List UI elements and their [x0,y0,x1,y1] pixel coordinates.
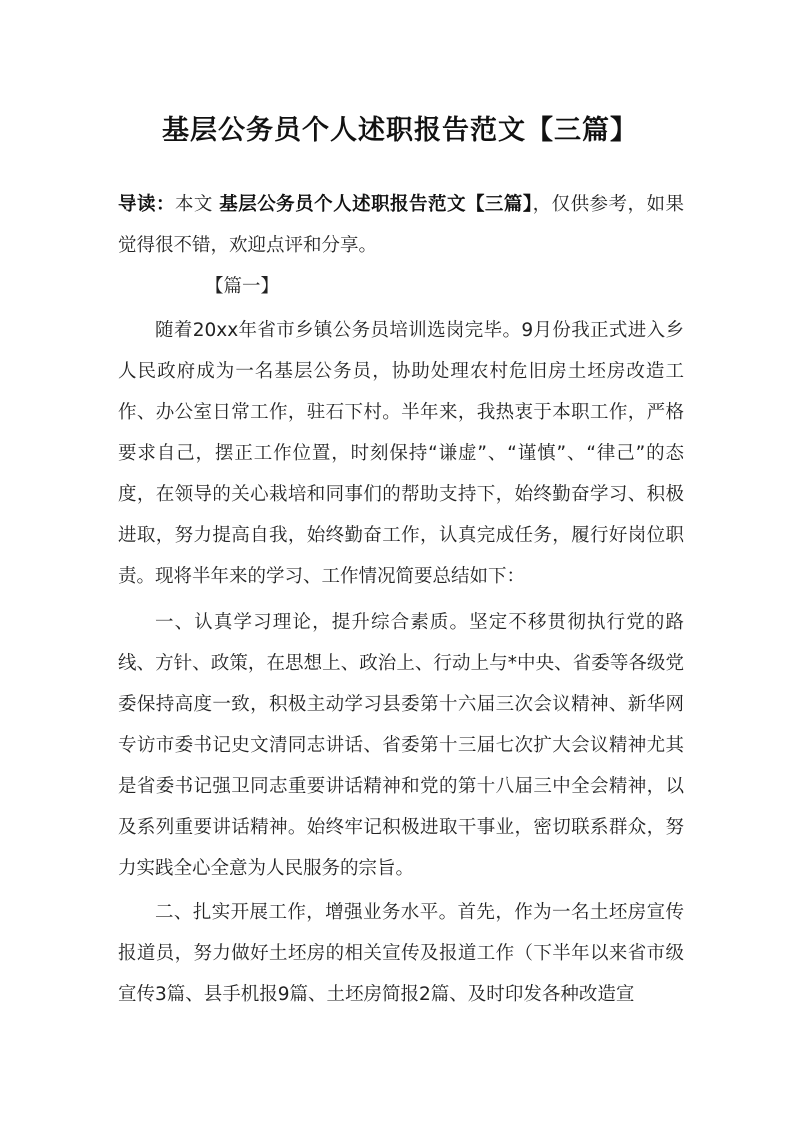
document-title: 基层公务员个人述职报告范文【三篇】 [162,115,638,146]
lead-suffix: ，仅供参考，如果觉得很不错，欢迎点评和分享。 [118,194,684,256]
lead-bold-title: 基层公务员个人述职报告范文【三篇】 [219,194,533,215]
lead-label: 导读： [118,194,175,215]
lead-paragraph [118,184,684,266]
lead-prefix: 本文 [174,194,220,215]
body-paragraph-1: 随着20xx年省市乡镇公务员培训选岗完毕。9月份我正式进入乡人民政府成为一名基层公务员，协助处理农村危旧房土坯房改造工作、办公室日常工作，驻石下村。半年来，我热衷于本职工作，严格要求自己，摆正工作位置，时刻保持“谦虚”、“谨慎”、“律己”的态度，在领导的关心栽培和同事们的帮助支持下，始终勤奋学习、积极进取，努力提高自我，始终勤奋工作，认真完成任务，履行好岗位职责。现将半年来的学习、工作情况简要总结如下： [118,320,684,587]
body-paragraph-3: 二、扎实开展工作，增强业务水平。首先，作为一名土坯房宣传报道员，努力做好土坯房的相关宣传及报道工作（下半年以来省市级宣传3篇、县手机报9篇、土坯房简报2篇、及时印发各种改造宣 [118,902,684,1005]
body-paragraph-2: 一、认真学习理论，提升综合素质。坚定不移贯彻执行党的路线、方针、政策，在思想上、政治上、行动上与*中央、省委等各级党委保持高度一致，积极主动学习县委第十六届三次会议精神、新华网专访市委书记史文清同志讲话、省委第十三届七次扩大会议精神尤其是省委书记强卫同志重要讲话精神和党的第十八届三中全会精神，以及系列重要讲话精神。始终牢记积极进取干事业，密切联系群众，努力实践全心全意为人民服务的宗旨。 [118,612,684,879]
section-heading: 【篇一】 [205,276,280,297]
